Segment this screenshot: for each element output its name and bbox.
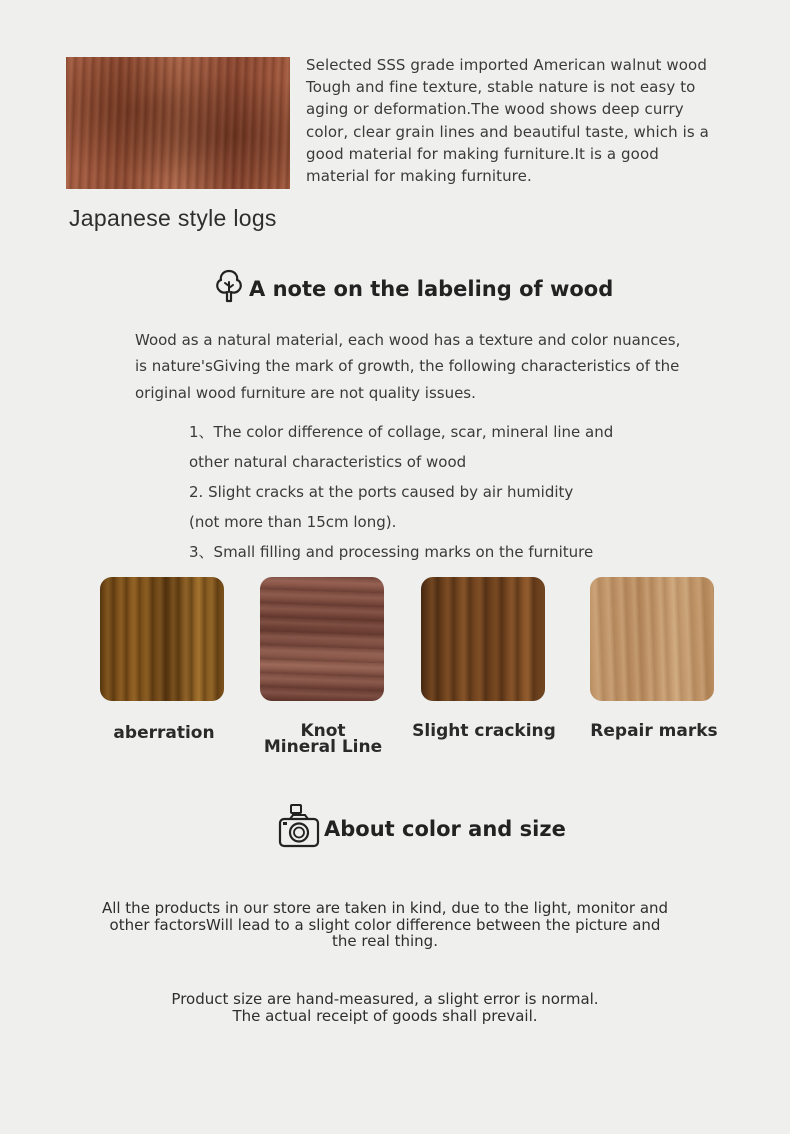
list-item: 1、The color difference of collage, scar, mineral line and [189, 423, 614, 441]
repair-swatch [590, 577, 714, 701]
knot-label-line1: Knot [300, 721, 346, 741]
list-item: 2. Slight cracks at the ports caused by air humidity [189, 483, 574, 501]
repair-label: Repair marks [590, 721, 718, 741]
aberration-swatch [100, 577, 224, 701]
labeling-title: A note on the labeling of wood [249, 276, 614, 301]
list-item: (not more than 15cm long). [189, 513, 397, 531]
size-note-line1: Product size are hand-measured, a slight error is normal. [171, 990, 599, 1008]
labeling-heading [213, 268, 613, 309]
knot-label-line2: Mineral Line [263, 737, 383, 757]
knot-swatch [260, 577, 384, 701]
walnut-wood-image [66, 57, 290, 189]
cracking-swatch [421, 577, 545, 701]
tree-icon [213, 268, 245, 309]
size-note [95, 991, 675, 1025]
list-item: 3、Small filling and processing marks on the furniture [189, 543, 594, 561]
list-item: other natural characteristics of wood [189, 453, 467, 471]
aberration-label: aberration [113, 723, 215, 743]
labeling-intro: Wood as a natural material, each wood has a texture and color nuances, is nature'sGiving the mark of growth, the following characteristics of the original wood furniture are not quality issues. [135, 331, 681, 402]
knot-label [233, 723, 413, 755]
wood-description: Selected SSS grade imported American walnut wood Tough and fine texture, stable nature is not easy to aging or deformation.The wood shows deep curry color, clear grain lines and beautiful taste, which is a good material for making furniture.It is a good material for making furniture. [306, 56, 709, 186]
characteristics-list [189, 417, 669, 567]
size-note-line2: The actual receipt of goods shall prevail. [232, 1007, 538, 1025]
wood-caption: Japanese style logs [69, 205, 277, 231]
color-size-title: About color and size [324, 816, 566, 841]
cracking-label: Slight cracking [412, 721, 556, 741]
color-difference-note: All the products in our store are taken in kind, due to the light, monitor and other factorsWill lead to a slight color difference between the picture and the real thing. [101, 899, 669, 950]
camera-icon [278, 803, 320, 854]
color-size-heading [278, 803, 566, 854]
